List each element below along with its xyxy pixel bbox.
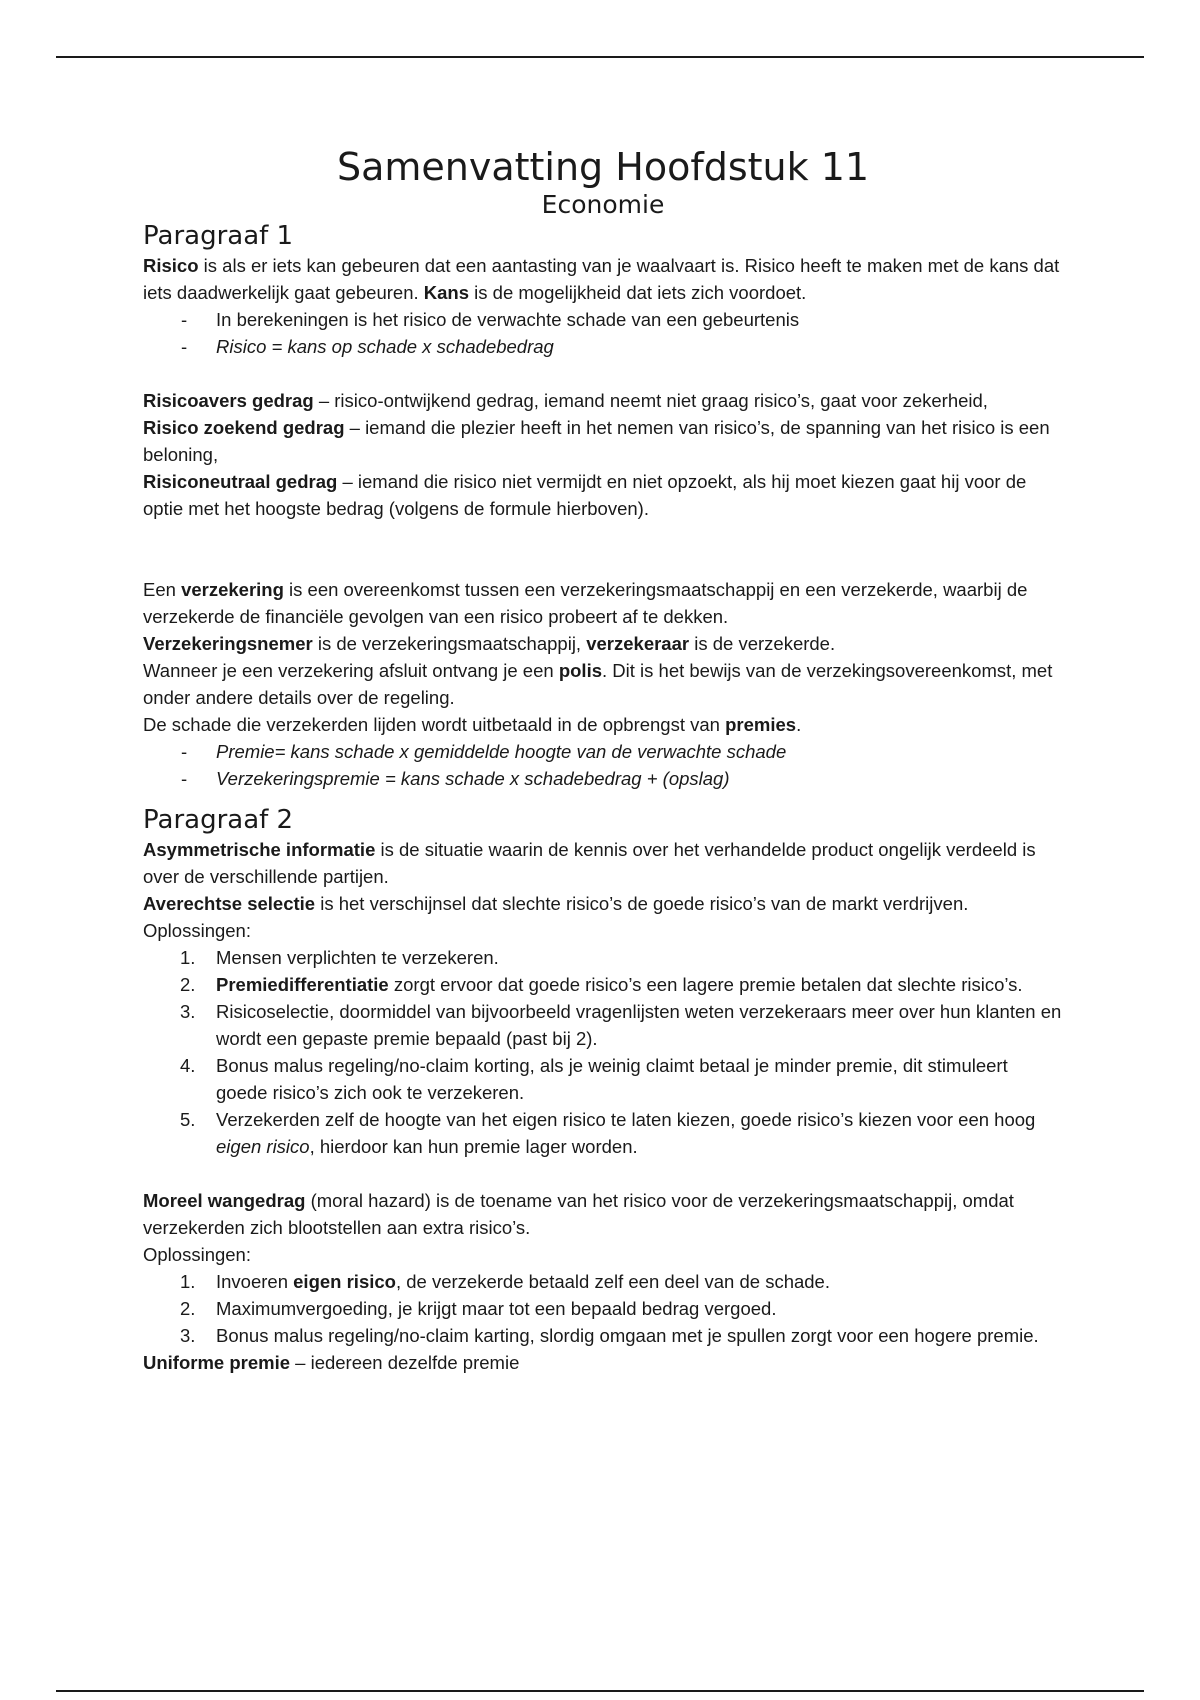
footer-rule	[56, 1690, 1144, 1692]
risicozoekend-definition: Risico zoekend gedrag – iemand die plezier heeft in het nemen van risico’s, de spanning van het risico is een beloning,	[143, 417, 1050, 465]
risicoavers-definition: Risicoavers gedrag – risico-ontwijkend gedrag, iemand neemt niet graag risico’s, gaat voor zekerheid,	[143, 390, 988, 411]
header-rule	[56, 56, 1144, 58]
uniforme-premie-definition: Uniforme premie – iedereen dezelfde premie	[143, 1352, 520, 1373]
verzekering-definition: Een verzekering is een overeenkomst tussen een verzekeringsmaatschappij en een verzekerde, waarbij de verzekerde de financiële gevolgen van een risico probeert af te dekken.	[143, 579, 1028, 627]
moreel-wangedrag-definition: Moreel wangedrag (moral hazard) is de toename van het risico voor de verzekeringsmaatschappij, omdat verzekerden zich blootstellen aan extra risico’s.	[143, 1190, 1014, 1238]
asymmetrische-informatie-definition: Asymmetrische informatie is de situatie waarin de kennis over het verhandelde product ongelijk verdeeld is over de verschillende partijen.	[143, 839, 1036, 887]
list-item: - Premie= kans schade x gemiddelde hoogte van de verwachte schade	[143, 738, 1063, 765]
list-item: - Verzekeringspremie = kans schade x schadebedrag + (opslag)	[143, 765, 1063, 792]
list-item: 1. Invoeren eigen risico, de verzekerde betaald zelf een deel van de schade.	[180, 1271, 830, 1292]
document-subtitle: Economie	[541, 190, 665, 219]
verzekeringsnemer-definition: Verzekeringsnemer is de verzekeringsmaatschappij, verzekeraar is de verzekerde.	[143, 633, 836, 654]
risico-definition: Risico is als er iets kan gebeuren dat een aantasting van je waalvaart is. Risico heeft te maken met de kans dat iets daadwerkelijk gaat gebeuren. Kans is de mogelijkheid dat iets zich voordoet.	[143, 255, 1060, 303]
list-item: 1. Mensen verplichten te verzekeren.	[180, 947, 499, 968]
list-item: 2. Premiedifferentiatie zorgt ervoor dat goede risico’s een lagere premie betalen dat slechte risico’s.	[180, 974, 1023, 995]
heading-paragraaf-2: Paragraaf 2	[143, 805, 294, 835]
list-item: 2. Maximumvergoeding, je krijgt maar tot een bepaald bedrag vergoed.	[180, 1298, 777, 1319]
heading-paragraaf-1: Paragraaf 1	[143, 221, 294, 251]
list-item: 4. Bonus malus regeling/no-claim korting, als je weinig claimt betaal je minder premie, dit stimuleert goede risico’s zich ook te verzekeren.	[180, 1055, 1008, 1103]
risiconeutraal-definition: Risiconeutraal gedrag – iemand die risico niet vermijdt en niet opzoekt, als hij moet kiezen gaat hij voor de optie met het hoogste bedrag (volgens de formule hierboven).	[143, 471, 1027, 519]
oplossingen-list-2	[143, 1268, 1063, 1349]
document-body	[143, 138, 1063, 1376]
polis-definition: Wanneer je een verzekering afsluit ontvang je een polis. Dit is het bewijs van de verzekingsovereenkomst, met onder andere details over de regeling.	[143, 660, 1053, 708]
list-item: - Risico = kans op schade x schadebedrag	[143, 333, 1063, 360]
averechtse-selectie-definition: Averechtse selectie is het verschijnsel dat slechte risico’s de goede risico’s van de markt verdrijven.	[143, 893, 969, 914]
premies-definition: De schade die verzekerden lijden wordt uitbetaald in de opbrengst van premies.	[143, 714, 802, 735]
oplossingen-list-1	[143, 944, 1063, 1160]
premie-formulas	[143, 738, 1063, 792]
document-title: Samenvatting Hoofdstuk 11	[336, 145, 870, 189]
risico-bullets	[143, 306, 1063, 360]
list-item: - In berekeningen is het risico de verwachte schade van een gebeurtenis	[143, 306, 1063, 333]
list-item: 3. Bonus malus regeling/no-claim karting, slordig omgaan met je spullen zorgt voor een hogere premie.	[180, 1325, 1039, 1346]
list-item: 5. Verzekerden zelf de hoogte van het eigen risico te laten kiezen, goede risico’s kiezen voor een hoog eigen risico, hierdoor kan hun premie lager worden.	[180, 1109, 1036, 1157]
oplossingen-label: Oplossingen:	[143, 920, 251, 941]
oplossingen-label-2: Oplossingen:	[143, 1244, 251, 1265]
list-item: 3. Risicoselectie, doormiddel van bijvoorbeeld vragenlijsten weten verzekeraars meer over hun klanten en wordt een gepaste premie bepaald (past bij 2).	[180, 1001, 1062, 1049]
